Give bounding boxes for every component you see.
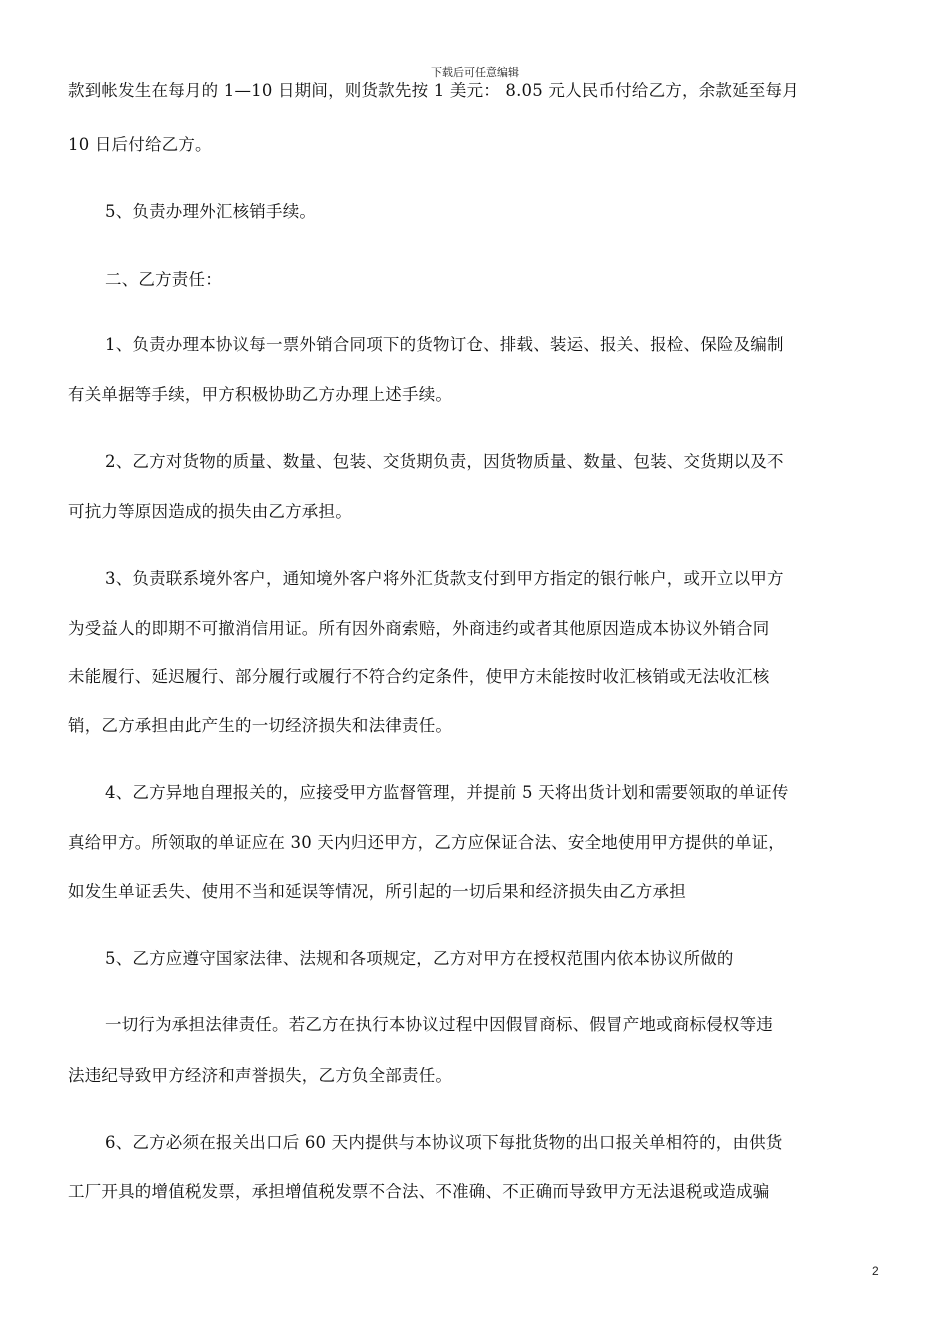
text-line: 销，乙方承担由此产生的一切经济损失和法律责任。: [68, 716, 453, 735]
text-line: 4、乙方异地自理报关的，应接受甲方监督管理，并提前 5 天将出货计划和需要领取的单证传: [105, 783, 789, 802]
text-line: 一切行为承担法律责任。若乙方在执行本协议过程中因假冒商标、假冒产地或商标侵权等违: [105, 1015, 773, 1034]
section-heading: 二、乙方责任：: [105, 270, 222, 289]
text-line: 法违纪导致甲方经济和声誉损失，乙方负全部责任。: [68, 1066, 453, 1085]
text-line: 10 日后付给乙方。: [68, 135, 212, 154]
text-line: 1、负责办理本协议每一票外销合同项下的货物订仓、排载、装运、报关、报检、保险及编制: [105, 335, 784, 354]
text-line: 真给甲方。所领取的单证应在 30 天内归还甲方，乙方应保证合法、安全地使用甲方提供的单证，: [68, 833, 785, 852]
header-note: 下载后可任意编辑: [431, 66, 519, 79]
text-line: 2、乙方对货物的质量、数量、包装、交货期负责，因货物质量、数量、包装、交货期以及不: [105, 452, 784, 471]
text-line: 5、负责办理外汇核销手续。: [105, 202, 317, 221]
text-line: 如发生单证丢失、使用不当和延误等情况，所引起的一切后果和经济损失由乙方承担: [68, 882, 686, 901]
text-line: 6、乙方必须在报关出口后 60 天内提供与本协议项下每批货物的出口报关单相符的，由供货: [105, 1133, 783, 1152]
text-line: 为受益人的即期不可撤消信用证。所有因外商索赔，外商违约或者其他原因造成本协议外销合同: [68, 619, 770, 638]
text-line: 可抗力等原因造成的损失由乙方承担。: [68, 502, 352, 521]
text-line: 未能履行、延迟履行、部分履行或履行不符合约定条件，使甲方未能按时收汇核销或无法收汇核: [68, 667, 770, 686]
text-line: 工厂开具的增值税发票，承担增值税发票不合法、不准确、不正确而导致甲方无法退税或造成骗: [68, 1182, 770, 1201]
text-line: 3、负责联系境外客户，通知境外客户将外汇货款支付到甲方指定的银行帐户，或开立以甲方: [105, 569, 784, 588]
page-number: 2: [872, 1264, 879, 1278]
text-line: 有关单据等手续，甲方积极协助乙方办理上述手续。: [68, 385, 453, 404]
text-line: 5、乙方应遵守国家法律、法规和各项规定，乙方对甲方在授权范围内依本协议所做的: [105, 949, 734, 968]
text-line: 款到帐发生在每月的 1—10 日期间，则货款先按 1 美元： 8.05 元人民币付给乙方，余款延至每月: [68, 81, 799, 100]
